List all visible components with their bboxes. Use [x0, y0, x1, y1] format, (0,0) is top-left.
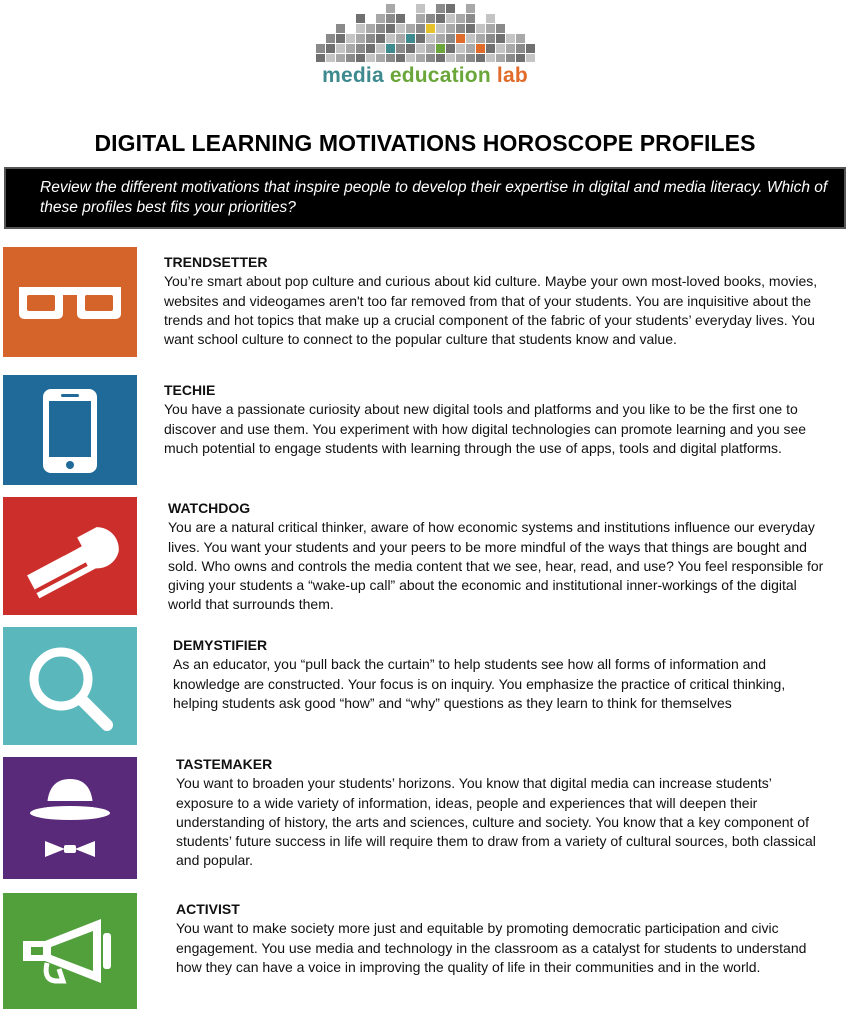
whistle-icon	[3, 497, 137, 615]
trendsetter-profile	[164, 253, 824, 349]
demystifier-tile	[3, 627, 137, 745]
profile-description: You want to make society more just and equitable by promoting democratic participation and civic engagement. You use media and technology in the classroom as a catalyst for students to understand how they can have a voice in improving the quality of life in their communities and in the world.	[176, 920, 807, 975]
activist-profile	[176, 900, 816, 977]
techie-profile	[164, 381, 824, 458]
profile-name: DEMYSTIFIER	[173, 637, 268, 653]
tastemaker-profile	[176, 755, 816, 871]
watchdog-profile	[168, 499, 828, 615]
profile-description: As an educator, you “pull back the curtain” to help students see how all forms of information and knowledge are constructed. Your focus is on inquiry. You emphasize the practice of critical thinking, helping students ask good “how” and “why” questions as they learn to think for themselves	[173, 656, 786, 711]
intro-banner: Review the different motivations that inspire people to develop their expertise in digital and media literacy. Which of these profiles best fits your priorities?	[4, 167, 846, 229]
page-title: DIGITAL LEARNING MOTIVATIONS HOROSCOPE PROFILES	[94, 130, 756, 156]
logo-word-lab: lab	[496, 64, 528, 87]
profile-name: ACTIVIST	[176, 901, 240, 917]
demystifier-profile	[173, 636, 813, 713]
techie-tile	[3, 375, 137, 485]
profile-description: You’re smart about pop culture and curious about kid culture. Maybe your own most-loved books, movies, websites and videogames aren't too far removed from that of your students. You are inquisitive about the trends and hot topics that make up a crucial component of the fabric of your students’ everyday lives. You want school culture to connect to the popular culture that students know and value.	[164, 273, 818, 348]
logo-word-education: education	[389, 64, 491, 87]
logo-wordmark	[0, 64, 850, 88]
profile-name: TASTEMAKER	[176, 756, 273, 772]
profile-name: WATCHDOG	[168, 500, 251, 516]
megaphone-icon	[3, 893, 137, 1009]
activist-tile	[3, 893, 137, 1009]
tastemaker-tile	[3, 757, 137, 879]
logo-mosaic	[316, 4, 536, 62]
profile-description: You want to broaden your students’ horizons. You know that digital media can increase students’ exposure to a wide variety of information, ideas, people and experiences that will deepen their understanding of history, the arts and sciences, culture and society. You know that a key component of students’ future success in life will require them to draw from a variety of cultural sources, both classical and popular.	[176, 775, 816, 869]
watchdog-tile	[3, 497, 137, 615]
profile-name: TECHIE	[164, 382, 216, 398]
logo-word-media: media	[322, 64, 384, 87]
profile-description: You have a passionate curiosity about new digital tools and platforms and you like to be the first one to discover and use them. You experiment with how digital technologies can promote learning and you see much potential to engage students with learning through the use of apps, tools and digital platforms.	[164, 401, 807, 456]
smartphone-icon	[3, 375, 137, 485]
magnifying-glass-icon	[3, 627, 137, 745]
glasses-icon	[3, 247, 137, 357]
trendsetter-tile	[3, 247, 137, 357]
bowler-hat-bowtie-icon	[3, 757, 137, 879]
profile-description: You are a natural critical thinker, aware of how economic systems and institutions influence our everyday lives. You want your students and your peers to be more mindful of the ways that things are bought and sold. Who owns and controls the media content that we see, hear, read, and use? You feel responsible for giving your students a “wake-up call” about the economic and institutional inner-workings of the digital world that surrounds them.	[168, 519, 824, 613]
profile-name: TRENDSETTER	[164, 254, 268, 270]
